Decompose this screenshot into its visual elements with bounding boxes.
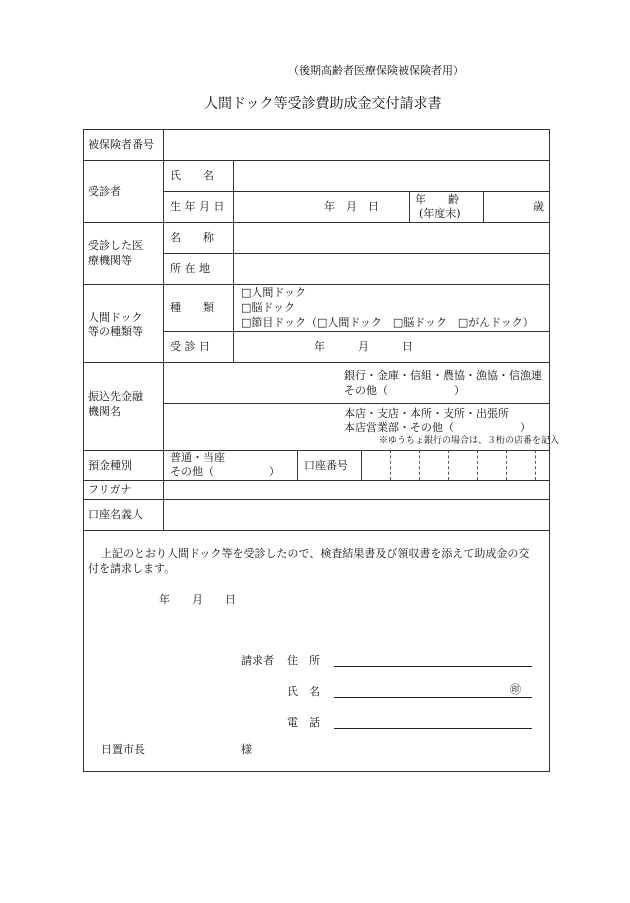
- claimant-name-label: 氏 名: [287, 685, 320, 698]
- dob-label: 生 年 月 日: [170, 200, 225, 213]
- row-divider: [83, 480, 550, 481]
- exam-date-format: 年 月 日: [314, 340, 413, 353]
- facility-label-2: 療機関等: [88, 254, 132, 267]
- age-label: 年 齢: [415, 193, 459, 206]
- dob-format: 年 月 日: [324, 200, 379, 213]
- row-divider: [83, 450, 550, 451]
- column-divider: [163, 129, 164, 530]
- row-divider: [83, 362, 550, 363]
- account-digit-divider: [448, 450, 449, 480]
- bank-type-options: 銀行・金庫・信組・農協・漁協・信漁連: [344, 369, 542, 382]
- row-divider: [83, 499, 550, 500]
- phone-line[interactable]: [334, 728, 532, 729]
- kind-option-milestone-dock[interactable]: □節目ドック（□人間ドック □脳ドック □がんドック）: [241, 316, 534, 329]
- name-line[interactable]: [334, 697, 532, 698]
- facility-name-label: 名 称: [170, 231, 214, 244]
- seal-mark: ㊞: [510, 683, 521, 696]
- examinee-label: 受診者: [88, 185, 121, 198]
- row-divider: [163, 331, 550, 332]
- kind-option-brain-dock[interactable]: □脳ドック: [241, 301, 295, 314]
- row-divider: [163, 253, 550, 254]
- claimant-phone-label: 電 話: [287, 716, 320, 729]
- column-divider: [409, 191, 410, 222]
- column-divider: [233, 222, 234, 284]
- facility-label: 受診した医: [88, 239, 143, 252]
- account-digit-divider: [506, 450, 507, 480]
- row-divider: [163, 403, 550, 404]
- address-line[interactable]: [334, 666, 532, 667]
- kind-option-ningen-dock[interactable]: □人間ドック: [241, 286, 306, 299]
- account-digit-divider: [477, 450, 478, 480]
- bank-other: その他（ ）: [344, 384, 465, 397]
- row-divider: [83, 284, 550, 285]
- claimant-label: 請求者: [241, 654, 274, 667]
- bank-label-2: 機関名: [88, 405, 121, 418]
- claimant-address-label: 住 所: [287, 654, 320, 667]
- deposit-type-label: 預金種別: [88, 459, 132, 472]
- column-divider: [361, 450, 362, 480]
- age-fiscal-year-end: (年度末): [419, 207, 461, 220]
- column-divider: [483, 191, 484, 222]
- statement-line-1: 上記のとおり人間ドック等を受診したので、検査結果書及び領収書を添えて助成金の交: [101, 547, 530, 560]
- form-target-note: （後期高齢者医療保険被保険者用）: [288, 64, 464, 77]
- statement-line-2: 付を請求します。: [88, 562, 176, 575]
- date-line: 年 月 日: [159, 593, 236, 606]
- facility-address-label: 所 在 地: [170, 262, 210, 275]
- row-divider: [83, 160, 550, 161]
- account-digit-divider: [390, 450, 391, 480]
- account-holder-label: 口座名義人: [88, 508, 143, 521]
- row-divider: [83, 222, 550, 223]
- column-divider: [233, 160, 234, 222]
- account-digit-divider: [535, 450, 536, 480]
- form-title: 人間ドック等受診費助成金交付請求書: [204, 96, 442, 112]
- insured-number-label: 被保険者番号: [88, 138, 154, 151]
- age-unit: 歳: [533, 200, 544, 213]
- yucho-note: ※ゆうちょ銀行の場合は、３桁の店番を記入: [379, 436, 560, 446]
- row-divider: [163, 191, 550, 192]
- deposit-other: その他（ ）: [170, 465, 280, 478]
- dock-type-label: 人間ドック: [88, 311, 143, 324]
- furigana-label: フリガナ: [88, 483, 132, 496]
- row-divider: [83, 530, 550, 531]
- branch-type-options: 本店・支店・本所・支所・出張所: [344, 407, 509, 420]
- account-digit-divider: [419, 450, 420, 480]
- bank-label: 振込先金融: [88, 390, 143, 403]
- dock-type-label-2: 等の種類等: [88, 325, 143, 338]
- deposit-options: 普通・当座: [170, 451, 225, 464]
- column-divider: [297, 450, 298, 480]
- column-divider: [233, 284, 234, 362]
- name-label: 氏 名: [170, 169, 214, 182]
- addressee: 日置市長: [101, 743, 145, 756]
- kind-label: 種 類: [170, 301, 214, 314]
- exam-date-label: 受 診 日: [170, 340, 210, 353]
- addressee-honorific: 様: [241, 743, 252, 756]
- branch-other: 本店営業部・その他（ ）: [344, 421, 531, 434]
- account-number-label: 口座番号: [304, 459, 348, 472]
